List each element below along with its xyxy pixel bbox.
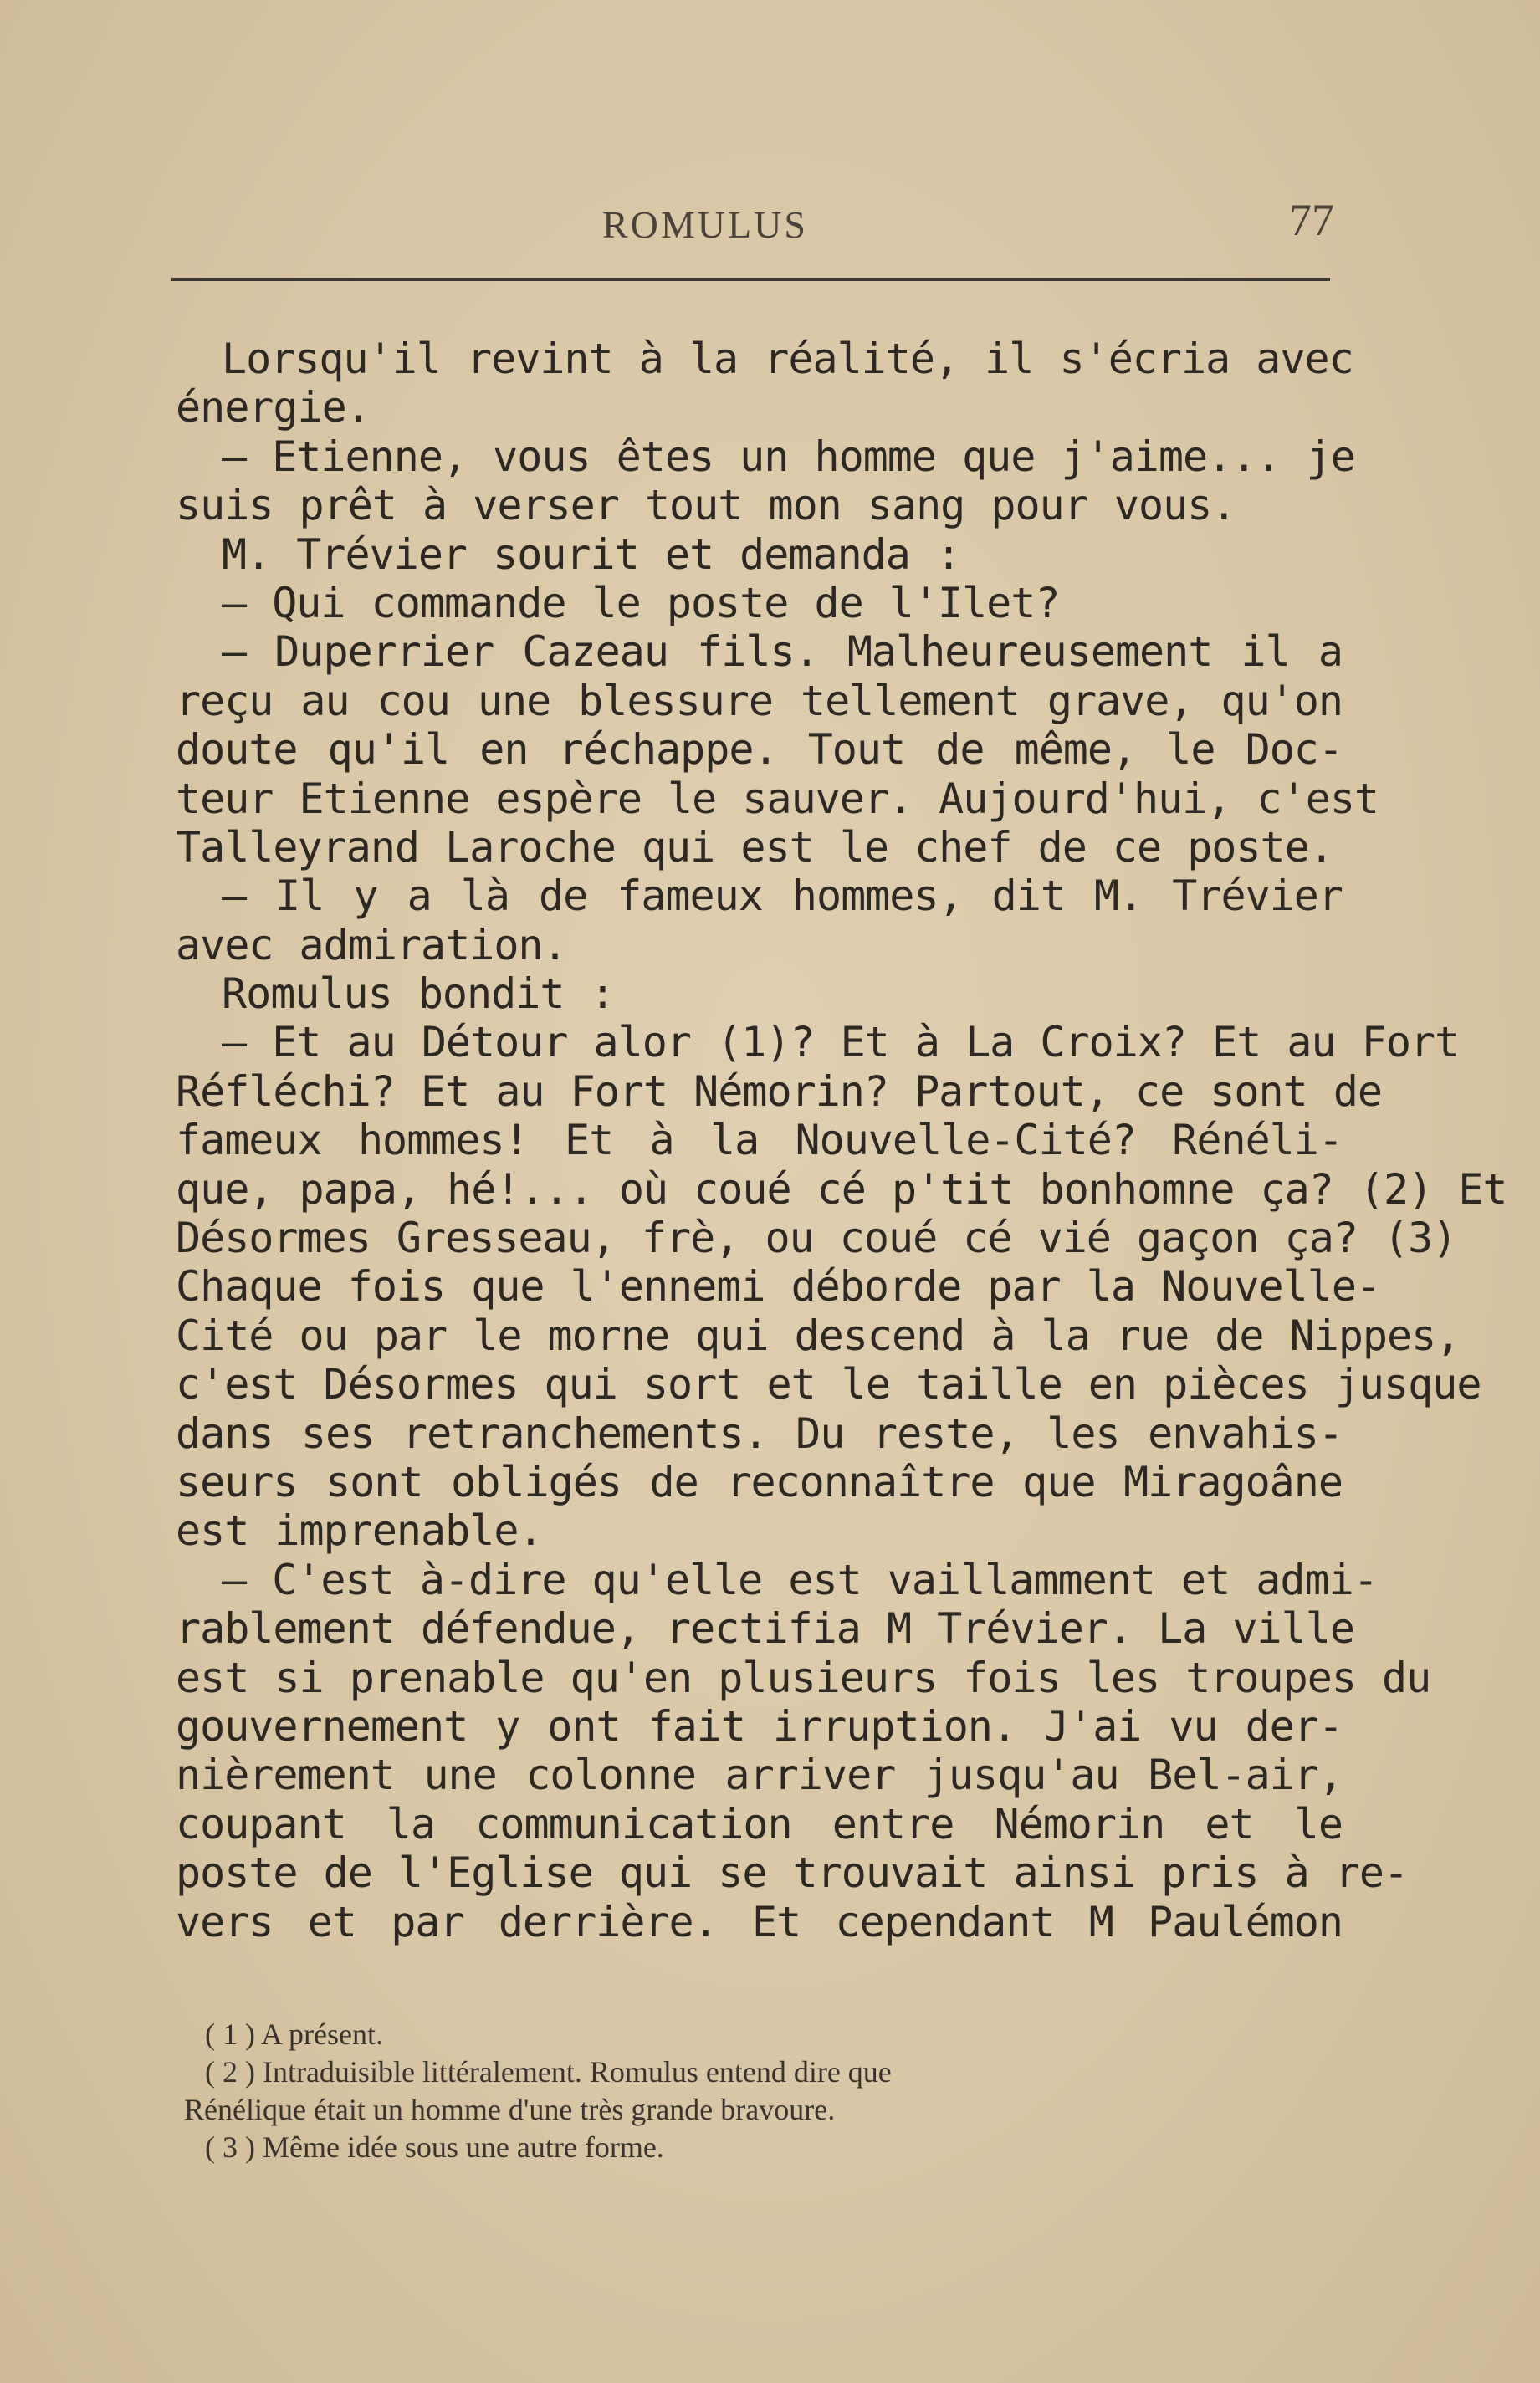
text-line: gouvernement y ont fait irruption. J'ai vu der- — [176, 1701, 1343, 1751]
text-line: — Qui commande le poste de l'Ilet? — [222, 578, 1060, 627]
text-line: Romulus bondit : — [222, 969, 615, 1019]
footnote: ( 1 ) A présent. — [205, 2017, 383, 2051]
text-line: — Et au Détour alor (1)? Et à La Croix? Et au Fort — [222, 1018, 1460, 1067]
text-line: teur Etienne espère le sauver. Aujourd'hui, c'est — [176, 774, 1379, 823]
page-number: 77 — [1289, 195, 1334, 245]
text-line: Réfléchi? Et au Fort Némorin? Partout, ce sont de — [176, 1066, 1383, 1116]
text-line: Lorsqu'il revint à la réalité, il s'écria avec — [222, 335, 1353, 383]
text-line: est imprenable. — [176, 1506, 543, 1556]
footnote: ( 2 ) Intraduisible littéralement. Romulus entend dire que — [205, 2055, 892, 2089]
text-line: Désormes Gresseau, frè, ou coué cé vié gaçon ça? (3) — [176, 1214, 1457, 1263]
text-line: reçu au cou une blessure tellement grave, qu'on — [176, 676, 1343, 725]
running-title: ROMULUS — [602, 203, 808, 246]
text-line: poste de l'Eglise qui se trouvait ainsi pris à re- — [176, 1849, 1409, 1898]
text-line: dans ses retranchements. Du reste, les envahis- — [176, 1409, 1343, 1458]
text-line: nièrement une colonne arriver jusqu'au Bel-air, — [176, 1751, 1343, 1800]
text-line: rablement défendue, rectifia M Trévier. La ville — [176, 1604, 1354, 1654]
text-line: — Etienne, vous êtes un homme que j'aime... je — [222, 432, 1355, 481]
text-line: Chaque fois que l'ennemi déborde par la Nouvelle- — [176, 1262, 1381, 1312]
text-line: — C'est à-dire qu'elle est vaillamment et admi- — [222, 1555, 1378, 1604]
footnotes — [184, 2016, 1347, 2166]
text-line: que, papa, hé!... où coué cé p'tit bonhomne ça? (2) Et — [176, 1164, 1507, 1214]
text-line: — Duperrier Cazeau fils. Malheureusement il a — [222, 627, 1343, 677]
footnote: Rénélique était un homme d'une très grande bravoure. — [184, 2093, 836, 2126]
text-line: est si prenable qu'en plusieurs fois les troupes du — [176, 1653, 1431, 1702]
text-line: coupant la communication entre Némorin et le — [176, 1799, 1343, 1849]
text-line: Cité ou par le morne qui descend à la rue de Nippes, — [176, 1311, 1461, 1360]
text-line: c'est Désormes qui sort et le taille en pièces jusque — [176, 1360, 1481, 1409]
text-line: doute qu'il en réchappe. Tout de même, le Doc- — [176, 725, 1343, 775]
text-line: — Il y a là de fameux hommes, dit M. Trévier — [222, 872, 1343, 921]
text-line: avec admiration. — [176, 920, 567, 969]
header-rule — [171, 278, 1330, 281]
text-line: Talleyrand Laroche qui est le chef de ce poste. — [176, 822, 1333, 872]
page-header — [167, 194, 1338, 253]
text-line: M. Trévier sourit et demanda : — [222, 529, 961, 579]
text-line: vers et par derrière. Et cependant M Paulémon — [176, 1897, 1343, 1946]
text-line: suis prêt à verser tout mon sang pour vous. — [176, 481, 1236, 530]
text-line: énergie. — [176, 383, 371, 432]
footnote: ( 3 ) Même idée sous une autre forme. — [205, 2130, 664, 2164]
text-line: fameux hommes! Et à la Nouvelle-Cité? Rénéli- — [176, 1116, 1343, 1165]
body-text — [176, 335, 1507, 1946]
text-line: seurs sont obligés de reconnaître que Miragoâne — [176, 1457, 1343, 1506]
